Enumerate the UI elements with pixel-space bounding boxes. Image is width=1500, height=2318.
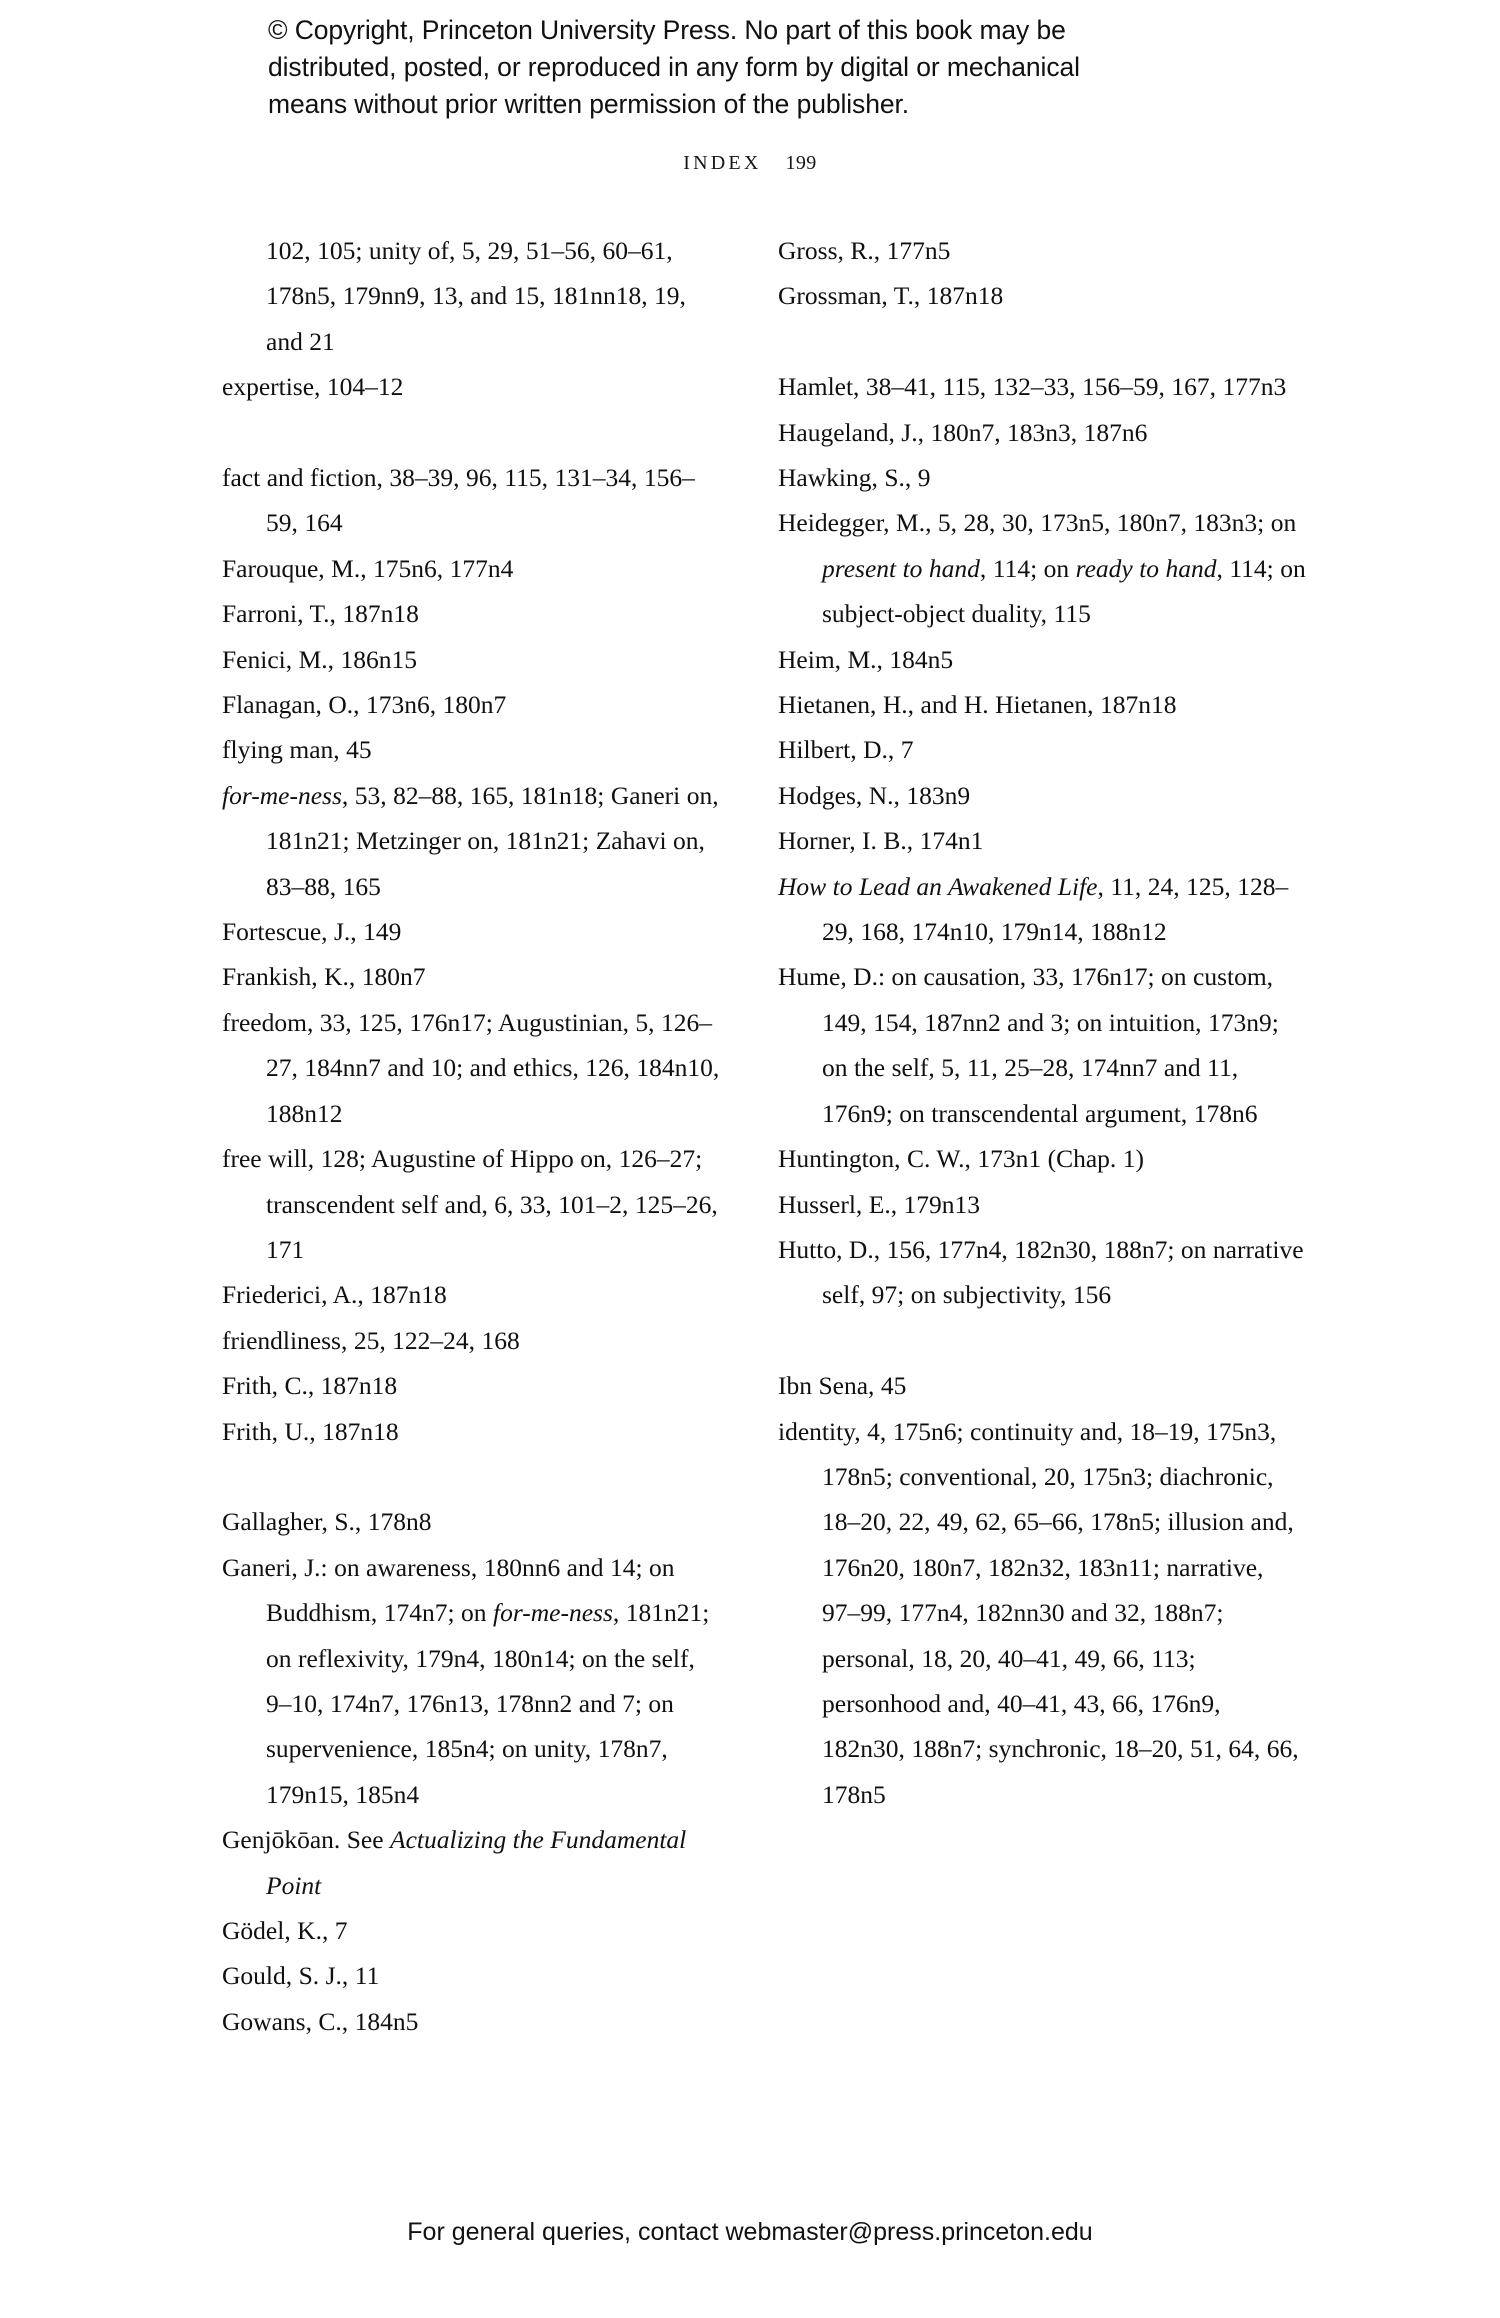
index-entry: freedom, 33, 125, 176n17; Augustinian, 5, 126–27, 184nn7 and 10; and ethics, 126, 184n10, 188n12	[222, 1007, 720, 1128]
index-entry: Frith, U., 187n18	[222, 1416, 399, 1446]
letter-group-gap	[222, 1454, 722, 1499]
letter-group-gap	[222, 410, 722, 455]
index-entry: Hume, D.: on causation, 33, 176n17; on custom, 149, 154, 187nn2 and 3; on intuition, 173n9; on the self, 5, 11, 25–28, 174nn7 and 11, 176n9; on transcendental argument, 178n6	[778, 962, 1279, 1128]
footer-queries-note: For general queries, contact webmaster@press.princeton.edu	[407, 2218, 1093, 2246]
index-entry-text: , 53, 82–88, 165, 181n18; Ganeri on, 181n21; Metzinger on, 181n21; Zahavi on, 83–88, 165	[266, 780, 719, 901]
index-entry: Hietanen, H., and H. Hietanen, 187n18	[778, 690, 1177, 720]
index-entry: Husserl, E., 179n13	[778, 1189, 981, 1219]
index-entry: Farroni, T., 187n18	[222, 599, 419, 629]
index-entry-italic-term: for-me-ness	[493, 1598, 613, 1628]
copyright-line-2: distributed, posted, or reproduced in any form by digital or mechanical	[268, 52, 1080, 82]
copyright-line-3: means without prior written permission of the publisher.	[268, 89, 910, 119]
running-head	[0, 152, 1500, 175]
index-entry: Friederici, A., 187n18	[222, 1280, 447, 1310]
index-entry-continuation: 102, 105; unity of, 5, 29, 51–56, 60–61, 178n5, 179nn9, 13, and 15, 181nn18, 19, and 21	[266, 236, 686, 356]
index-entry: Frankish, K., 180n7	[222, 962, 426, 992]
index-entry: Gross, R., 177n5	[778, 236, 951, 265]
index-entry-text: Heidegger, M., 5, 28, 30, 173n5, 180n7, 183n3; on	[778, 508, 1297, 538]
index-entry: Gödel, K., 7	[222, 1916, 348, 1945]
index-column-right	[778, 228, 1308, 1817]
index-body	[0, 228, 1500, 2158]
index-entry: Hamlet, 38–41, 115, 132–33, 156–59, 167, 177n3	[778, 372, 1287, 402]
index-entry: free will, 128; Augustine of Hippo on, 126–27; transcendent self and, 6, 33, 101–2, 125–26, 171	[222, 1144, 718, 1264]
index-entry: Fenici, M., 186n15	[222, 644, 417, 674]
page-number: 199	[785, 152, 817, 174]
index-entry: Haugeland, J., 180n7, 183n3, 187n6	[778, 417, 1148, 447]
index-entry: Gallagher, S., 178n8	[222, 1507, 432, 1537]
letter-group-gap	[778, 319, 1308, 364]
index-entry	[778, 500, 1308, 636]
index-entry-text: Genjōkōan. See	[222, 1825, 391, 1855]
running-head-label: INDEX	[683, 152, 762, 174]
index-entry-text: Ganeri, J.: on awareness, 180nn6 and 14; on Buddhism, 174n7; on	[222, 1552, 675, 1628]
index-entry: fact and fiction, 38–39, 96, 115, 131–34, 156–59, 164	[222, 463, 695, 538]
index-entry-italic-term: ready to hand	[1075, 553, 1217, 583]
index-entry-text: , 181n21; on reflexivity, 179n4, 180n14; on the self, 9–10, 174n7, 176n13, 178nn2 and 7; on supervenience, 185n4; on unity, 178n7, 179n15, 185n4	[266, 1598, 710, 1809]
index-entry: Huntington, C. W., 173n1 (Chap. 1)	[778, 1144, 1145, 1174]
index-entry	[778, 864, 1308, 955]
index-entry: Hawking, S., 9	[778, 463, 931, 493]
index-entry	[222, 1817, 722, 1908]
index-entry-italic-term: Actualizing the Fundamental Point	[266, 1825, 687, 1900]
index-entry-italic-term: for-me-ness	[222, 780, 342, 810]
letter-group-gap	[778, 1318, 1308, 1363]
index-entry: Heim, M., 184n5	[778, 644, 954, 674]
index-entry: Flanagan, O., 173n6, 180n7	[222, 690, 507, 720]
index-entry: expertise, 104–12	[222, 372, 404, 402]
index-entry: Ibn Sena, 45	[778, 1371, 907, 1401]
index-entry: Grossman, T., 187n18	[778, 281, 1004, 311]
index-entry: Horner, I. B., 174n1	[778, 826, 984, 856]
index-entry: identity, 4, 175n6; continuity and, 18–19, 175n3, 178n5; conventional, 20, 175n3; diachronic, 18–20, 22, 49, 62, 65–66, 178n5; illusion and, 176n20, 180n7, 182n32, 183n11; narrative, 97–99, 177n4, 182nn30 and 32, 188n7; personal, 18, 20, 40–41, 49, 66, 113; personhood and, 40–41, 43, 66, 176n9, 182n30, 188n7; synchronic, 18–20, 51, 64, 66, 178n5	[778, 1416, 1299, 1809]
index-entry-italic-term: present to hand	[822, 553, 980, 583]
index-entry: Gowans, C., 184n5	[222, 2006, 419, 2036]
index-entry: Hutto, D., 156, 177n4, 182n30, 188n7; on narrative self, 97; on subjectivity, 156	[778, 1234, 1304, 1310]
index-entry: flying man, 45	[222, 735, 372, 765]
index-entry: Gould, S. J., 11	[222, 1961, 380, 1991]
index-entry: Hodges, N., 183n9	[778, 780, 971, 810]
index-entry	[222, 773, 722, 909]
copyright-line-1: © Copyright, Princeton University Press. No part of this book may be	[268, 15, 1066, 45]
index-entry-text: , 114; on subject-object duality, 115	[822, 553, 1306, 629]
index-entry: Farouque, M., 175n6, 177n4	[222, 553, 514, 583]
index-entry-italic-term: How to Lead an Awakened Life	[778, 871, 1098, 901]
index-entry: Hilbert, D., 7	[778, 735, 914, 765]
index-entry: Fortescue, J., 149	[222, 917, 402, 947]
copyright-watermark-header	[268, 12, 1228, 123]
index-entry-text: , 114; on	[979, 553, 1076, 583]
index-column-left	[222, 228, 722, 2044]
index-entry: friendliness, 25, 122–24, 168	[222, 1325, 520, 1355]
index-entry: Frith, C., 187n18	[222, 1371, 398, 1401]
index-entry	[222, 1545, 722, 1817]
index-entry-text: , 11, 24, 125, 128–29, 168, 174n10, 179n14, 188n12	[822, 871, 1289, 947]
